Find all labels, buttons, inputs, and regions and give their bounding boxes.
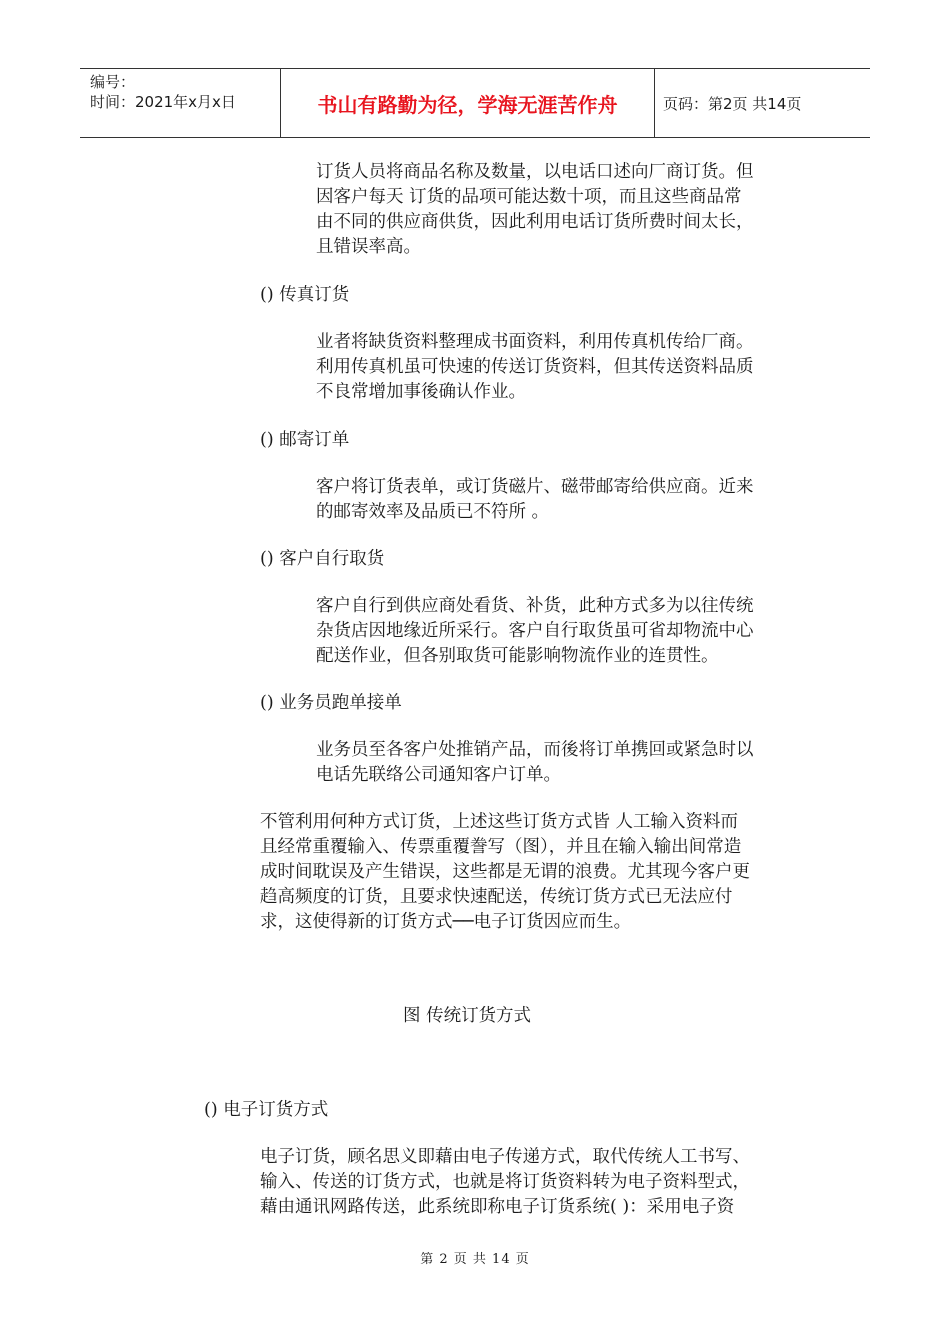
paragraph-line: 配送作业，但各别取货可能影响物流作业的连贯性。 xyxy=(316,646,719,666)
paragraph-line: 因客户每天 订货的品项可能达数十项，而且这些商品常 xyxy=(316,187,742,207)
paragraph-line: 不良常增加事後确认作业。 xyxy=(316,382,526,402)
paragraph-line: 求，这使得新的订货方式──电子订货因应而生。 xyxy=(260,912,632,932)
paragraph-line: 且经常重覆输入、传票重覆誊写（图），并且在输入输出间常造 xyxy=(260,837,742,857)
paragraph-line: 且错误率高。 xyxy=(316,237,421,257)
paragraph-line: 客户自行到供应商处看货、补货，此种方式多为以往传统 xyxy=(316,596,754,616)
page-footer: 第 2 页 共 14 页 xyxy=(420,1252,530,1267)
paragraph-line: 订货人员将商品名称及数量，以电话口述向厂商订货。但 xyxy=(316,162,754,182)
paragraph-line: 趋高频度的订货，且要求快速配送，传统订货方式已无法应付 xyxy=(260,887,733,907)
paragraph-line: 藉由通讯网路传送，此系统即称电子订货系统( )：采用电子资 xyxy=(260,1197,735,1217)
paragraph-line: 成时间耽误及产生错误，这些都是无谓的浪费。尤其现今客户更 xyxy=(260,862,750,882)
header-page-number: 页码：第2页 共14页 xyxy=(663,94,802,113)
paragraph-line: 由不同的供应商供货，因此利用电话订货所费时间太长， xyxy=(316,212,754,232)
paragraph-line: 利用传真机虽可快速的传送订货资料，但其传送资料品质 xyxy=(316,357,754,377)
paragraph-line: 输入、传送的订货方式，也就是将订货资料转为电子资料型式， xyxy=(260,1172,750,1192)
paragraph-line: 不管利用何种方式订货，上述这些订货方式皆 人工输入资料而 xyxy=(260,812,739,832)
paragraph-line: 客户将订货表单，或订货磁片、磁带邮寄给供应商。近来 xyxy=(316,477,754,497)
document-number-label: 编号： xyxy=(90,73,136,91)
page-header xyxy=(80,68,870,138)
header-motto: 书山有路勤为径，学海无涯苦作舟 xyxy=(281,69,655,137)
paragraph-line: 电子订货，顾名思义即藉由电子传递方式，取代传统人工书写、 xyxy=(260,1147,750,1167)
section-heading-electronic: () 电子订货方式 xyxy=(204,1100,329,1120)
paragraph-line: 的邮寄效率及品质已不符所 。 xyxy=(316,502,550,522)
paragraph-line: 电话先联络公司通知客户订单。 xyxy=(316,765,561,785)
section-heading-mail: () 邮寄订单 xyxy=(260,430,350,450)
header-meta xyxy=(80,69,281,137)
document-date: 时间：2021年x月x日 xyxy=(90,93,236,111)
paragraph-line: 业者将缺货资料整理成书面资料，利用传真机传给厂商。 xyxy=(316,332,754,352)
paragraph-line: 杂货店因地缘近所采行。客户自行取货虽可省却物流中心 xyxy=(316,621,754,641)
section-heading-pickup: () 客户自行取货 xyxy=(260,549,385,569)
section-heading-sales: () 业务员跑单接单 xyxy=(260,693,402,713)
figure-caption: 图 传统订货方式 xyxy=(403,1006,532,1026)
section-heading-fax: () 传真订货 xyxy=(260,285,350,305)
paragraph-line: 业务员至各客户处推销产品，而後将订单携回或紧急时以 xyxy=(316,740,754,760)
